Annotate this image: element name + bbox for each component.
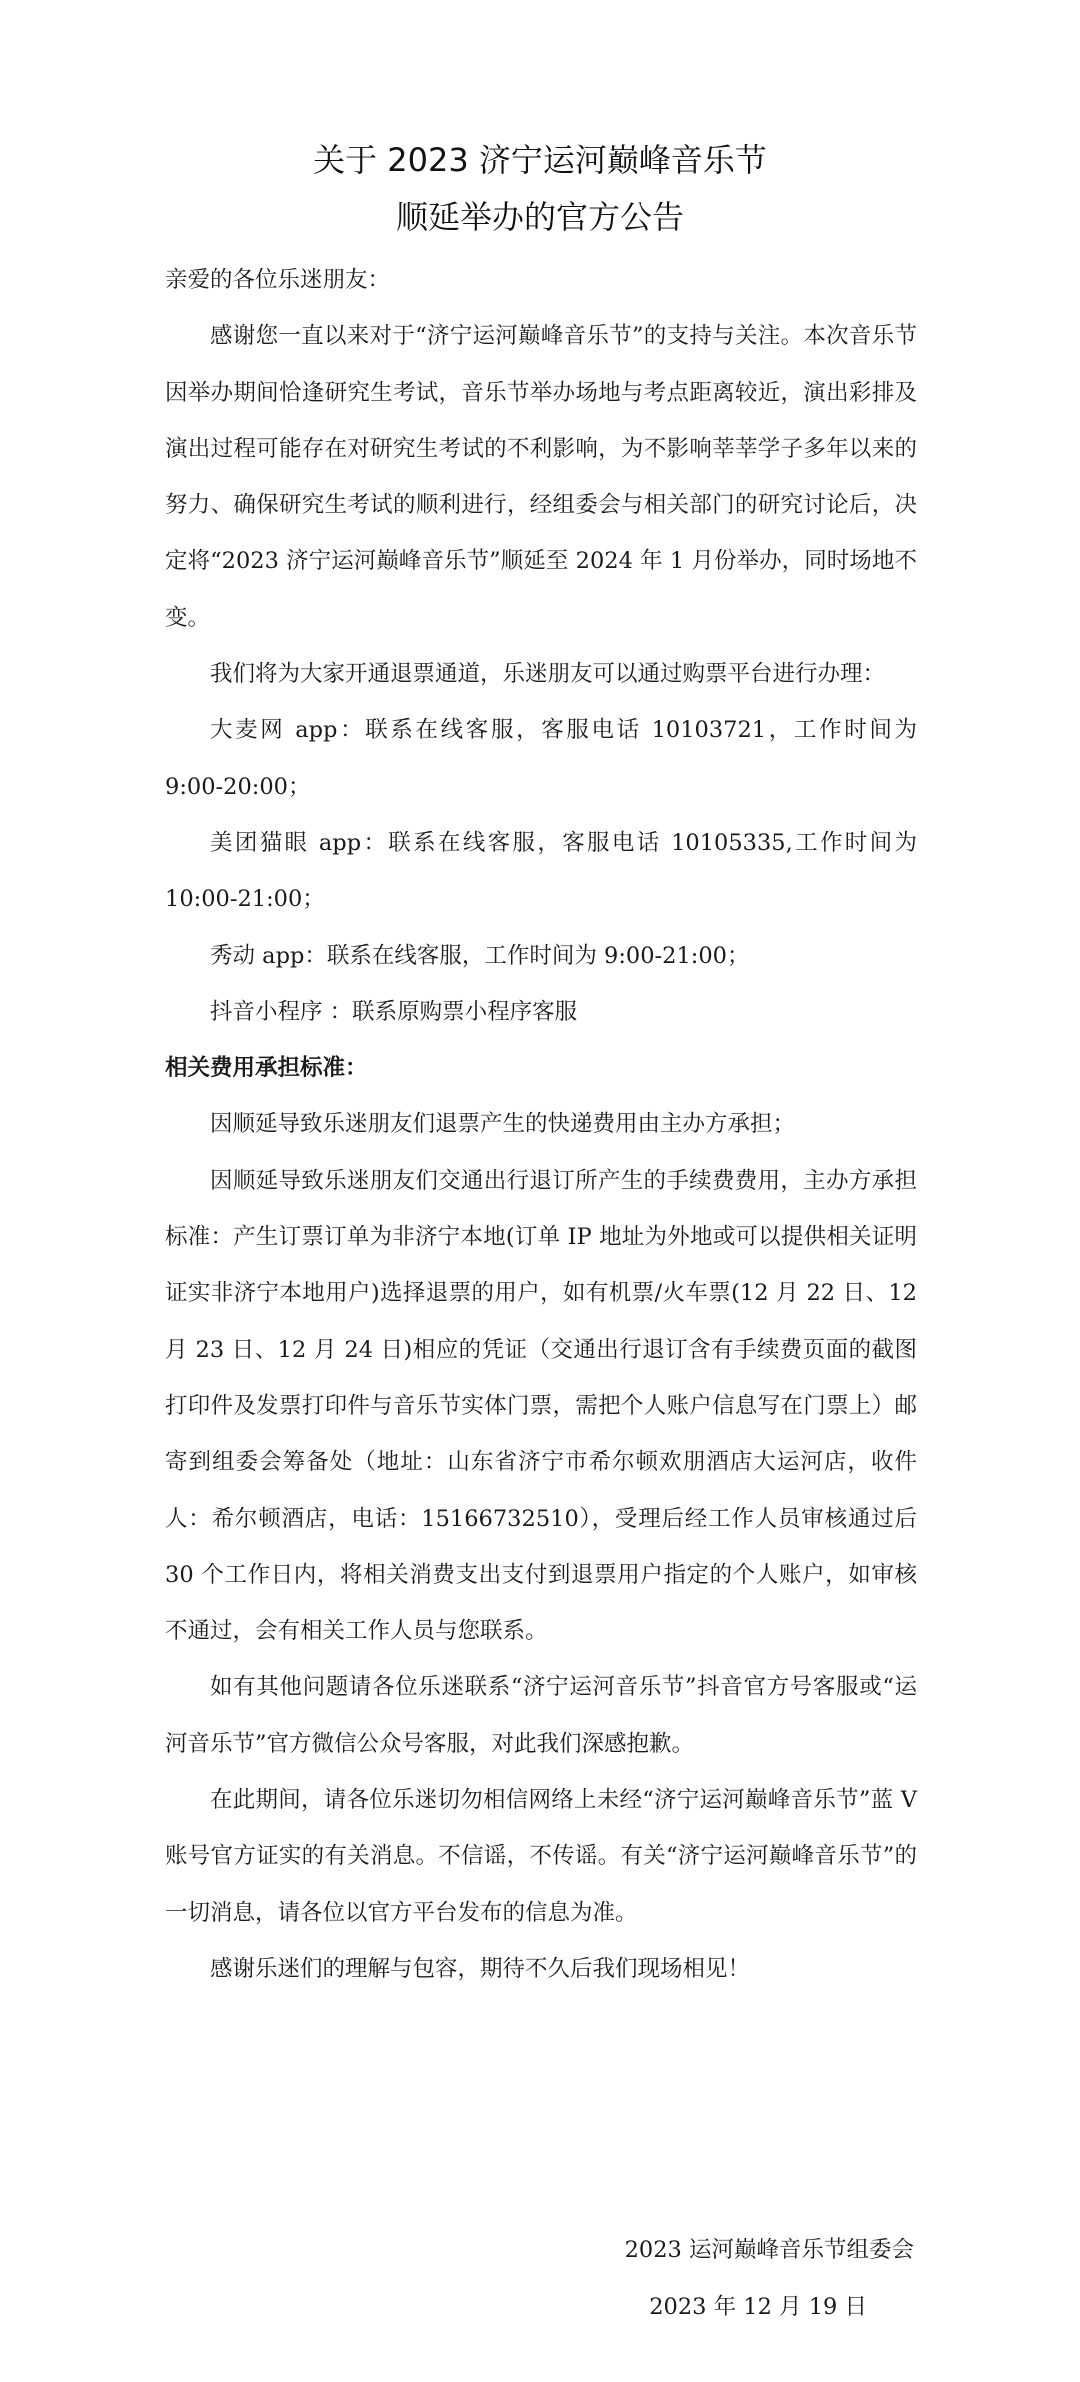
paragraph-contact: 如有其他问题请各位乐迷联系“济宁运河音乐节”抖音官方号客服或“运河音乐节”官方微信公众号客服，对此我们深感抱歉。 bbox=[165, 1674, 917, 1757]
notice-title-line1: 关于 2023 济宁运河巅峰音乐节 bbox=[313, 141, 767, 179]
paragraph-rumor: 在此期间，请各位乐迷切勿相信网络上未经“济宁运河巅峰音乐节”蓝 V 账号官方证实的有关消息。不信谣，不传谣。有关“济宁运河巅峰音乐节”的一切消息，请各位以官方平台发布的信息为准。 bbox=[165, 1787, 917, 1926]
signature-date: 2023 年 12 月 19 日 bbox=[649, 2294, 867, 2320]
paragraph-refund-channel: 我们将为大家开通退票通道，乐迷朋友可以通过购票平台进行办理： bbox=[210, 661, 886, 688]
paragraph-travel-fee: 因顺延导致乐迷朋友们交通出行退订所产生的手续费费用，主办方承担标准：产生订票订单为非济宁本地(订单 IP 地址为外地或可以提供相关证明证实非济宁本地用户)选择退票的用户，如有机票/火车票(12 月 22 日、12 月 23 日、12 月 24 日)相应的凭证（交通出行退订含有手续费页面的截图打印件及发票打印件与音乐节实体门票，需把个人账户信息写在门票上）邮寄到组委会筹备处（地址：山东省济宁市希尔顿欢朋酒店大运河店，收件人：希尔顿酒店，电话：15166732510），受理后经工作人员审核通过后 30 个工作日内，将相关消费支出支付到退票用户指定的个人账户，如审核不通过，会有相关工作人员与您联系。 bbox=[165, 1167, 917, 1645]
paragraph-douyin: 抖音小程序 ：联系原购票小程序客服 bbox=[210, 998, 578, 1025]
notice-title-line2: 顺延举办的官方公告 bbox=[395, 198, 684, 236]
signature-organization: 2023 运河巅峰音乐节组委会 bbox=[624, 2237, 914, 2263]
paragraph-maoyan: 美团猫眼 app：联系在线客服，客服电话 10105335,工作时间为 10:00-21:00； bbox=[165, 829, 917, 913]
paragraph-express-fee: 因顺延导致乐迷朋友们退票产生的快递费用由主办方承担； bbox=[210, 1111, 796, 1138]
paragraph-showstart: 秀动 app：联系在线客服，工作时间为 9:00-21:00； bbox=[210, 942, 750, 969]
greeting: 亲爱的各位乐迷朋友： bbox=[165, 267, 391, 293]
paragraph-damai: 大麦网 app：联系在线客服，客服电话 10103721，工作时间为 9:00-20:00； bbox=[165, 717, 917, 800]
fee-heading: 相关费用承担标准： bbox=[165, 1055, 368, 1082]
notice-body bbox=[165, 252, 917, 1997]
paragraph-intro: 感谢您一直以来对于“济宁运河巅峰音乐节”的支持与关注。本次音乐节因举办期间恰逢研究生考试，音乐节举办场地与考点距离较近，演出彩排及演出过程可能存在对研究生考试的不利影响，为不影响莘莘学子多年以来的努力、确保研究生考试的顺利进行，经组委会与相关部门的研究讨论后，决定将“2023 济宁运河巅峰音乐节”顺延至 2024 年 1 月份举办，同时场地不变。 bbox=[165, 323, 917, 631]
paragraph-thanks: 感谢乐迷们的理解与包容，期待不久后我们现场相见！ bbox=[210, 1955, 751, 1982]
